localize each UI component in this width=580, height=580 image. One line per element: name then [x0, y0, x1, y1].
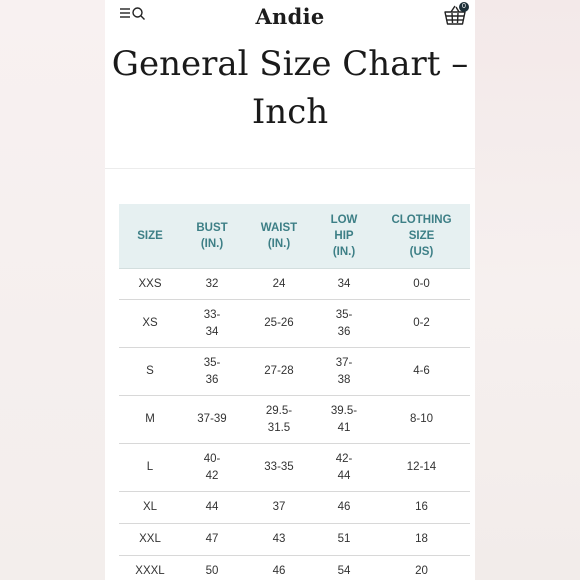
cell-size: M — [145, 413, 155, 426]
cell-waist: 43 — [272, 533, 286, 546]
table-row — [119, 300, 470, 348]
cell-bust: 47 — [205, 533, 219, 546]
cell-clothing-size: 16 — [415, 501, 428, 514]
table-row — [119, 556, 470, 580]
cell-size: XXS — [138, 277, 162, 290]
background-left — [0, 0, 105, 580]
header-size: SIZE — [137, 230, 163, 242]
table-row — [119, 348, 470, 396]
cell-waist: 33-35 — [264, 461, 294, 474]
title-divider — [105, 168, 475, 169]
cell-waist: 29.5- 31.5 — [265, 405, 293, 434]
cell-size: XXXL — [135, 565, 165, 578]
table-row — [119, 524, 470, 556]
cell-waist: 37 — [272, 501, 286, 514]
table-row — [119, 269, 470, 300]
cell-low-hip: 46 — [337, 501, 351, 514]
cell-size: XS — [142, 317, 158, 330]
cell-clothing-size: 0-0 — [413, 277, 430, 290]
header-low-hip: LOW HIP (IN.) — [330, 214, 358, 258]
cell-bust: 35- 36 — [203, 357, 221, 386]
page-content — [105, 0, 475, 580]
page-title-text: General Size Chart – Inch — [111, 44, 469, 132]
cell-clothing-size: 8-10 — [409, 413, 434, 426]
cell-bust: 50 — [205, 565, 219, 578]
cell-clothing-size: 4-6 — [413, 365, 430, 378]
table-row — [119, 396, 470, 444]
cell-low-hip: 42- 44 — [335, 453, 353, 482]
cell-clothing-size: 0-2 — [413, 317, 430, 330]
cell-bust: 37-39 — [197, 413, 227, 426]
cell-waist: 46 — [272, 565, 286, 578]
cell-low-hip: 39.5- 41 — [330, 405, 358, 434]
cell-low-hip: 51 — [337, 533, 351, 546]
cell-low-hip: 34 — [337, 277, 351, 290]
size-chart-table — [119, 204, 470, 580]
cell-bust: 44 — [205, 501, 219, 514]
cell-bust: 33- 34 — [203, 309, 221, 338]
table-row — [119, 492, 470, 524]
header-bust: BUST (IN.) — [196, 222, 228, 250]
brand-logo[interactable]: Andie — [255, 4, 325, 29]
cell-low-hip: 37- 38 — [335, 357, 353, 386]
cell-waist: 27-28 — [264, 365, 294, 378]
page-title — [105, 40, 475, 136]
cart-count-badge: 0 — [459, 2, 469, 12]
table-header-row — [119, 204, 470, 269]
cell-waist: 24 — [272, 277, 286, 290]
cell-waist: 25-26 — [264, 317, 294, 330]
cell-bust: 40- 42 — [203, 453, 221, 482]
cell-clothing-size: 12-14 — [406, 461, 437, 474]
header-waist: WAIST (IN.) — [260, 222, 298, 250]
cell-size: L — [146, 461, 154, 474]
cell-clothing-size: 18 — [415, 533, 428, 546]
cell-clothing-size: 20 — [415, 565, 428, 578]
site-header — [105, 0, 475, 40]
cell-bust: 32 — [205, 277, 219, 290]
cell-low-hip: 35- 36 — [335, 309, 353, 338]
cart-button[interactable] — [443, 2, 471, 28]
cell-size: XXL — [139, 533, 161, 546]
background-right — [475, 0, 580, 580]
header-clothing-size: CLOTHING SIZE (US) — [391, 214, 452, 258]
table-row — [119, 444, 470, 492]
cell-low-hip: 54 — [337, 565, 351, 578]
cell-size: S — [146, 365, 154, 378]
cell-size: XL — [142, 501, 158, 514]
